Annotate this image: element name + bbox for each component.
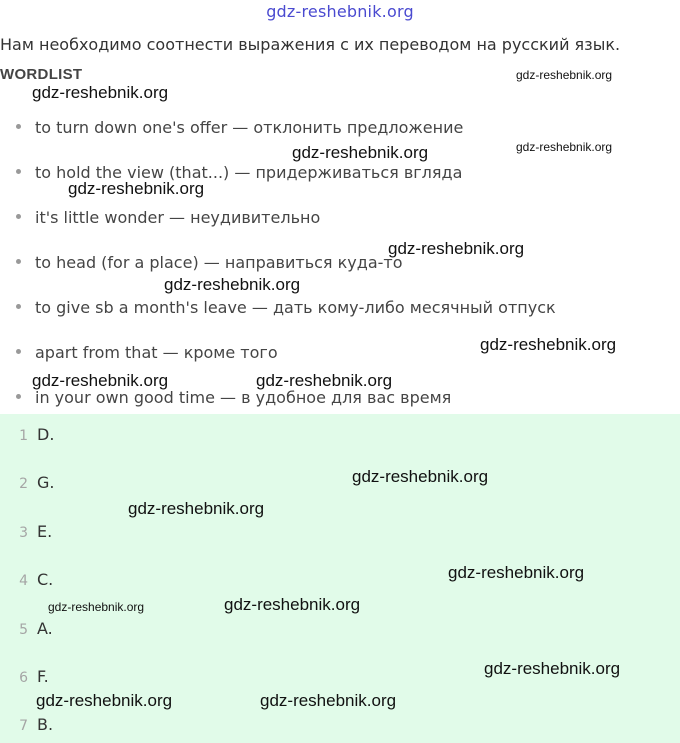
task-intro: Нам необходимо соотнести выражения с их переводом на русский язык.: [0, 35, 621, 54]
answer-number: 1: [19, 428, 28, 444]
watermark: gdz-reshebnik.org: [256, 371, 393, 390]
bullet-icon: [16, 124, 21, 129]
answer-value: E.: [37, 522, 53, 541]
wordlist-item: [16, 118, 463, 137]
wordlist-title: WORDLIST: [0, 66, 83, 83]
answer-row: [0, 667, 49, 686]
answer-value: D.: [37, 425, 55, 444]
answer-number: 7: [19, 718, 28, 734]
watermark: gdz-reshebnik.org: [516, 68, 613, 82]
watermark: gdz-reshebnik.org: [516, 140, 613, 154]
watermark: gdz-reshebnik.org: [480, 335, 617, 354]
answer-number: 2: [19, 476, 28, 492]
wordlist-item-text: to head (for a place) — направиться куда-то: [35, 253, 403, 272]
wordlist-item-text: to hold the view (that...) — придерживаться вгляда: [35, 163, 463, 182]
watermark: gdz-reshebnik.org: [164, 275, 301, 294]
answer-row: [0, 425, 54, 444]
answer-value: A.: [37, 619, 53, 638]
watermark: gdz-reshebnik.org: [484, 659, 621, 678]
answer-value: F.: [37, 667, 49, 686]
answer-number: 4: [19, 573, 28, 589]
watermark: gdz-reshebnik.org: [36, 691, 173, 710]
wordlist-item-text: apart from that — кроме того: [35, 343, 278, 362]
watermark: gdz-reshebnik.org: [48, 600, 145, 614]
wordlist-item-text: it's little wonder — неудивительно: [35, 208, 321, 227]
answer-value: B.: [37, 715, 54, 734]
answer-value: C.: [37, 570, 54, 589]
watermark: gdz-reshebnik.org: [128, 499, 265, 518]
answer-row: [0, 619, 53, 638]
bullet-icon: [16, 394, 21, 399]
site-header-link[interactable]: gdz-reshebnik.org: [266, 2, 414, 21]
watermark: gdz-reshebnik.org: [224, 595, 361, 614]
answer-row: [0, 522, 52, 541]
wordlist-item: [16, 253, 403, 272]
bullet-icon: [16, 214, 21, 219]
answer-number: 3: [19, 525, 28, 541]
watermark: gdz-reshebnik.org: [448, 563, 585, 582]
answer-value: G.: [37, 473, 55, 492]
wordlist-item: [16, 298, 556, 317]
answer-number: 5: [19, 622, 28, 638]
answer-row: [0, 473, 54, 492]
watermark: gdz-reshebnik.org: [292, 143, 429, 162]
bullet-icon: [16, 349, 21, 354]
watermark: gdz-reshebnik.org: [352, 467, 489, 486]
watermark: gdz-reshebnik.org: [32, 83, 169, 102]
bullet-icon: [16, 169, 21, 174]
watermark: gdz-reshebnik.org: [388, 239, 525, 258]
watermark: gdz-reshebnik.org: [32, 371, 169, 390]
wordlist-item: [16, 343, 278, 362]
bullet-icon: [16, 304, 21, 309]
bullet-icon: [16, 259, 21, 264]
watermark: gdz-reshebnik.org: [68, 179, 205, 198]
answer-row: [0, 715, 53, 734]
wordlist-item: [16, 208, 320, 227]
wordlist-item-text: to give sb a month's leave — дать кому-либо месячный отпуск: [35, 298, 556, 317]
watermark: gdz-reshebnik.org: [260, 691, 397, 710]
answer-number: 6: [19, 670, 28, 686]
wordlist-item-text: in your own good time — в удобное для вас время: [35, 388, 452, 407]
answer-row: [0, 570, 53, 589]
wordlist-item-text: to turn down one's offer — отклонить предложение: [35, 118, 464, 137]
